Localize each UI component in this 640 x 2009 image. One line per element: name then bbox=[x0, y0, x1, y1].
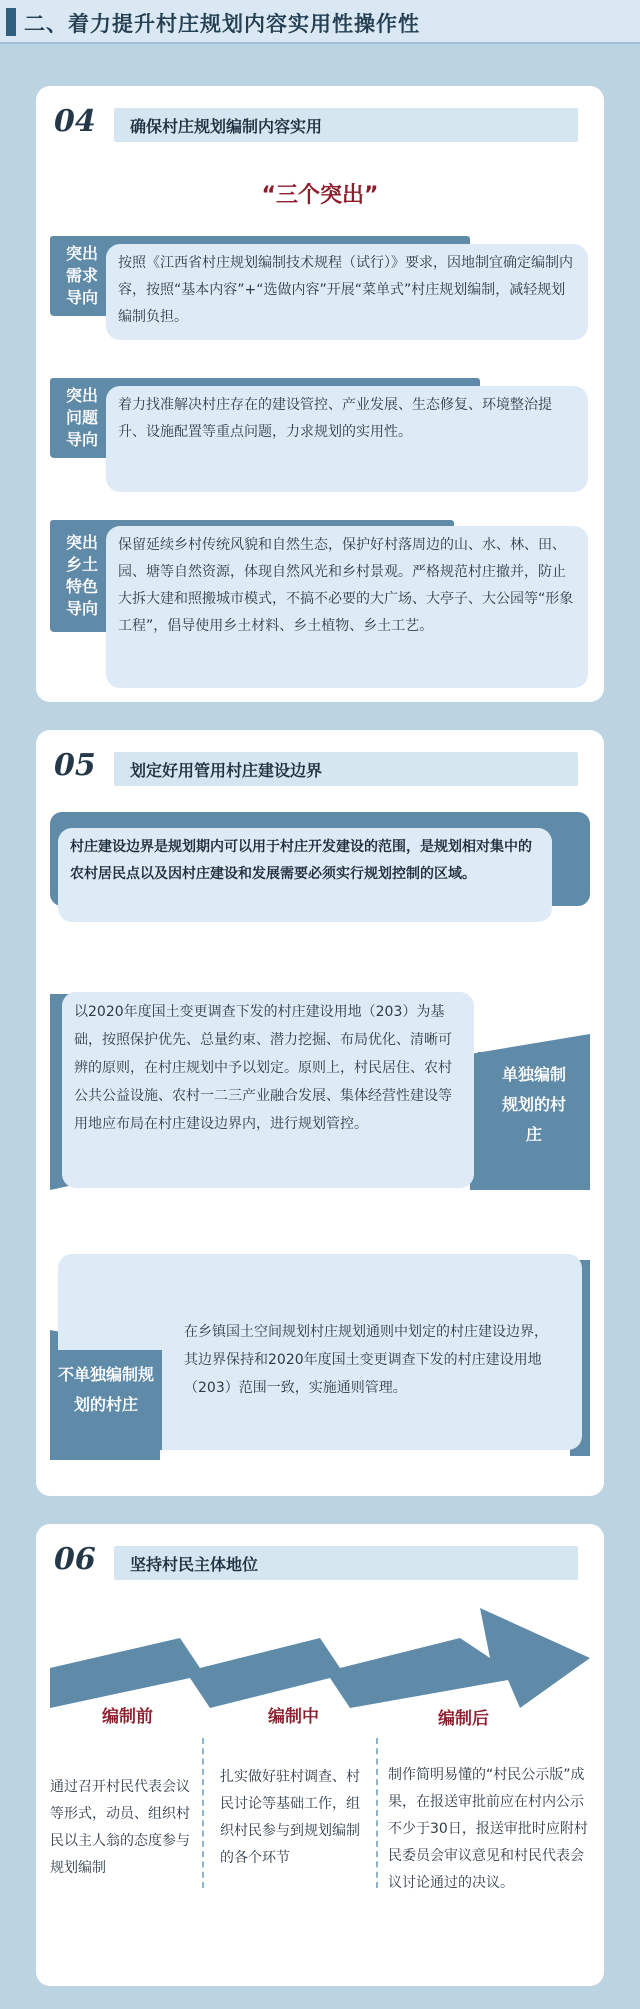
section-number: 05 bbox=[54, 748, 96, 783]
stage-label: 编制后 bbox=[438, 1709, 489, 1729]
tag-local-feature-oriented bbox=[50, 520, 114, 632]
column-divider bbox=[376, 1738, 378, 1888]
column-divider bbox=[202, 1738, 204, 1888]
header-accent-bar bbox=[6, 8, 16, 36]
tag-demand-oriented bbox=[50, 236, 114, 316]
section-title: 确保村庄规划编制内容实用 bbox=[130, 117, 323, 136]
section-number: 06 bbox=[54, 1542, 96, 1577]
text-bubble: 按照《江西省村庄规划编制技术规程（试行）》要求，因地制宜确定编制内容，按照“基本内容”+“选做内容”开展“菜单式”村庄规划编制，减轻规划编制负担。 bbox=[106, 244, 588, 340]
definition-bubble: 村庄建设边界是规划期内可以用于村庄开发建设的范围，是规划相对集中的农村居民点以及因村庄建设和发展需要必须实行规划控制的区域。 bbox=[58, 828, 552, 922]
tag-problem-oriented bbox=[50, 378, 114, 458]
tag-nonseparate-village bbox=[50, 1350, 162, 1450]
highlight-title: “三个突出” bbox=[261, 183, 379, 208]
tag-label: 突出需求导向 bbox=[65, 244, 98, 307]
tag-label: 突出乡土特色导向 bbox=[65, 533, 98, 618]
separate-village-text: 以2020年度国土变更调查下发的村庄建设用地（203）为基础，按照保护优先、总量约束、潜力挖掘、布局优化、清晰可辨的原则，在村庄规划中予以划定。原则上，村民居住、农村公共公益设施、农村一二三产业融合发展、集体经营性建设等用地应布局在村庄建设边界内，进行规划管控。 bbox=[62, 992, 474, 1188]
tag-separate-village bbox=[478, 1052, 590, 1182]
stage-label: 编制中 bbox=[268, 1707, 319, 1727]
section-header bbox=[0, 0, 640, 44]
section-number: 04 bbox=[54, 104, 96, 139]
stage-text: 扎实做好驻村调查、村民讨论等基础工作，组织村民参与到规划编制的各个环节 bbox=[220, 1769, 360, 1866]
stage-text: 制作简明易懂的“村民公示版”成果，在报送审批前应在村内公示不少于30日，报送审批时应附村民委员会审议意见和村民代表会议讨论通过的决议。 bbox=[388, 1767, 588, 1891]
card-06 bbox=[36, 1524, 604, 1986]
stage-label: 编制前 bbox=[102, 1707, 153, 1727]
tag-label: 单独编制规划的村庄 bbox=[501, 1065, 566, 1144]
section-title: 划定好用管用村庄建设边界 bbox=[130, 761, 323, 780]
tag-label: 突出问题导向 bbox=[65, 386, 98, 449]
text-bubble: 着力找准解决村庄存在的建设管控、产业发展、生态修复、环境整治提升、设施配置等重点问题，力求规划的实用性。 bbox=[106, 386, 588, 492]
section-header-title: 二、着力提升村庄规划内容实用性操作性 bbox=[24, 12, 420, 36]
nonseparate-village-text: 在乡镇国土空间规划村庄规划通则中划定的村庄建设边界，其边界保持和2020年度国土变更调查下发的村庄建设用地（203）范围一致，实施通则管理。 bbox=[184, 1324, 548, 1396]
text-bubble: 保留延续乡村传统风貌和自然生态，保护好村落周边的山、水、林、田、园、塘等自然资源，体现自然风光和乡村景观。严格规范村庄撤并，防止大拆大建和照搬城市模式，不搞不必要的大广场、大亭子、大公园等“形象工程”，倡导使用乡土材料、乡土植物、乡土工艺。 bbox=[106, 526, 588, 688]
tag-label: 不单独编制规划的村庄 bbox=[57, 1365, 154, 1414]
section-title: 坚持村民主体地位 bbox=[130, 1555, 259, 1574]
process-arrow-icon bbox=[50, 1608, 590, 1708]
card-05 bbox=[36, 730, 604, 1496]
stage-text: 通过召开村民代表会议等形式，动员、组织村民以主人翁的态度参与规划编制 bbox=[50, 1779, 190, 1876]
card-04 bbox=[36, 86, 604, 702]
